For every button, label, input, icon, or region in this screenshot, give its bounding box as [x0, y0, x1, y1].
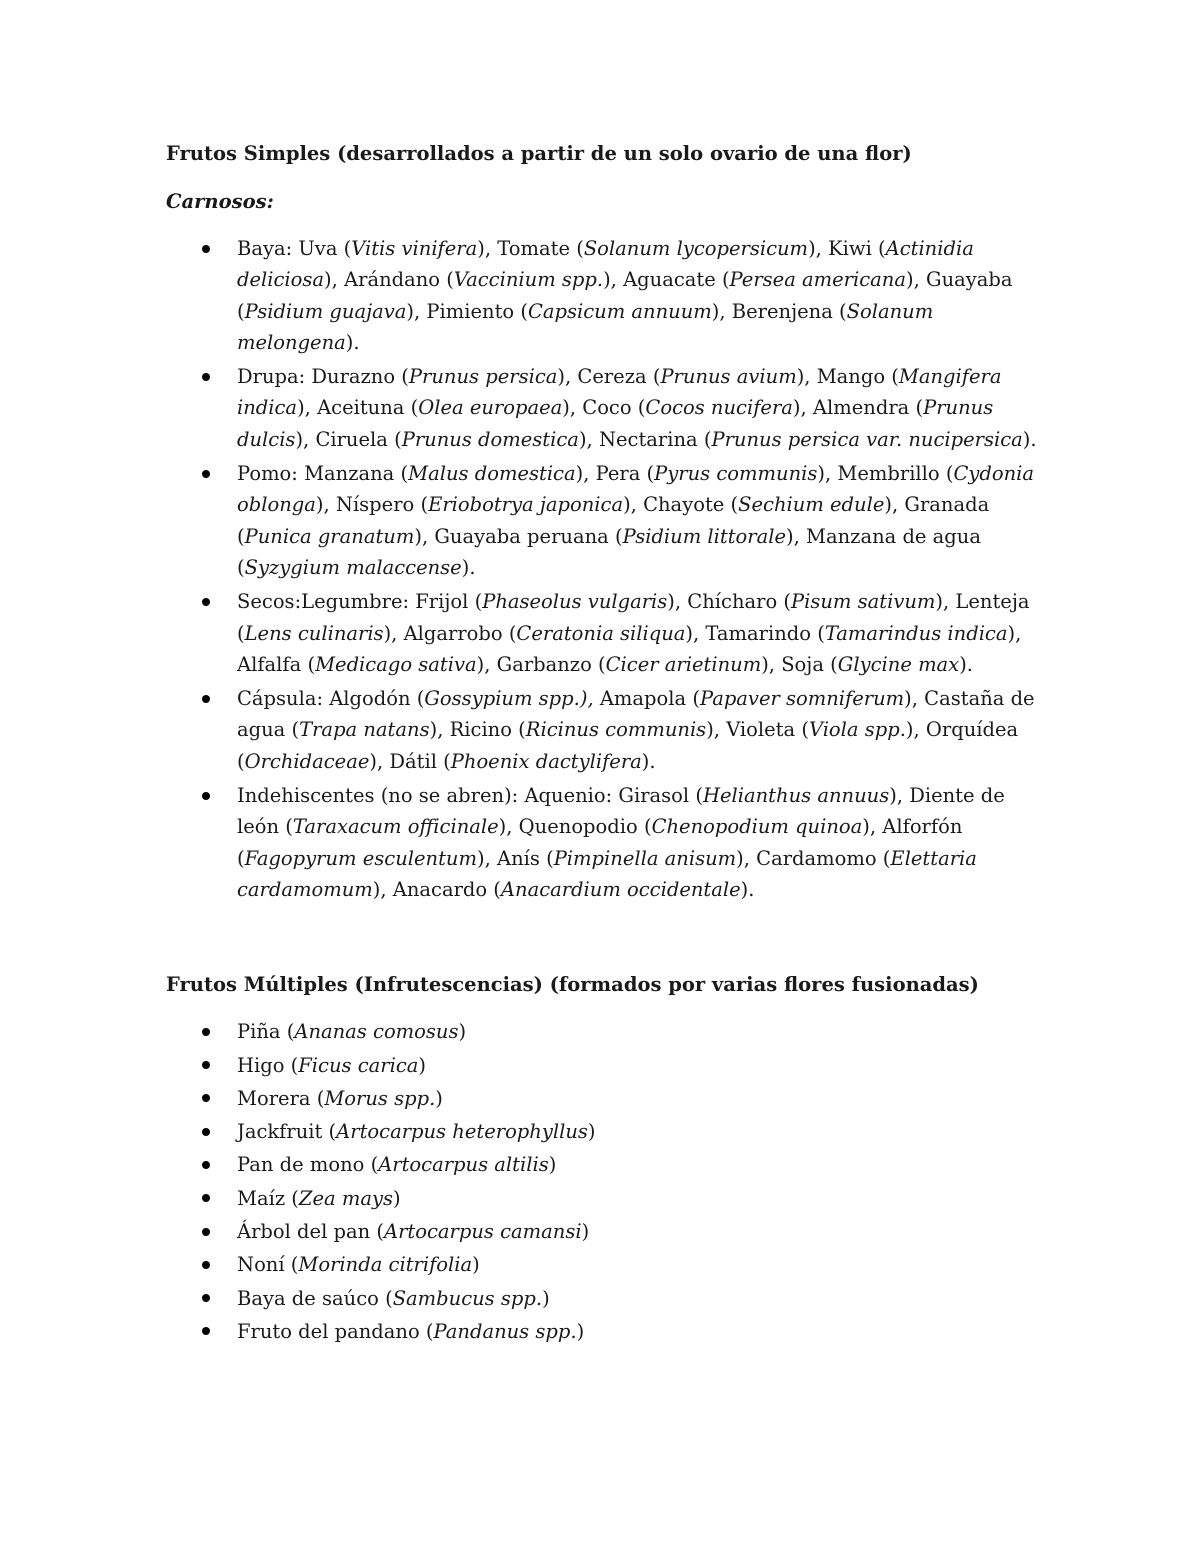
bullet-icon — [202, 598, 210, 606]
scientific-name: Prunus dulcis — [237, 396, 994, 451]
scientific-name: Syzygium malaccense — [244, 555, 462, 579]
item-text: ). — [461, 555, 476, 579]
item-text: ). — [959, 652, 973, 676]
item-text: ), Anacardo ( — [372, 877, 501, 901]
scientific-name: Ficus carica — [298, 1053, 419, 1077]
item-text: ) — [587, 1120, 596, 1144]
scientific-name: Fagopyrum esculentum — [244, 846, 477, 870]
scientific-name: Taraxacum officinale — [292, 815, 499, 839]
scientific-name: Cicer arietinum — [605, 652, 762, 676]
item-text: Baya: Uva ( — [237, 237, 352, 260]
bullet-icon — [202, 1028, 210, 1036]
item-text: Pomo: Manzana ( — [237, 462, 409, 486]
bullet-icon — [202, 695, 210, 703]
item-text: ), Mango ( — [796, 365, 899, 389]
item-text: ), Violeta ( — [706, 718, 809, 742]
item-text: ), Aceituna ( — [297, 396, 419, 420]
scientific-name: Zea mays — [298, 1186, 393, 1210]
section-frutos-multiples — [166, 969, 1046, 1347]
item-text: ), Chayote ( — [623, 493, 739, 517]
item-text: Maíz ( — [237, 1186, 299, 1210]
bullet-icon — [202, 1061, 210, 1069]
item-text: ). — [641, 749, 656, 773]
list-item — [166, 1316, 1046, 1347]
scientific-name: Ricinus communis — [525, 718, 707, 742]
list-item — [166, 1183, 1046, 1214]
item-text: ), Nectarina ( — [578, 427, 712, 451]
scientific-name: Morinda citrifolia — [298, 1253, 473, 1277]
scientific-name: Phaseolus vulgaris — [482, 590, 668, 614]
item-text: ), Berenjena ( — [711, 299, 847, 323]
scientific-name: Glycine max — [837, 652, 960, 676]
scientific-name: Elettaria cardamomum — [237, 846, 977, 901]
item-text: ) — [548, 1153, 557, 1177]
scientific-name: Punica granatum — [244, 524, 415, 548]
item-text: ), Manzana de agua ( — [237, 524, 981, 579]
item-text: ), Cereza ( — [557, 365, 661, 389]
scientific-name: Prunus persica — [408, 365, 558, 389]
list-item — [166, 1016, 1046, 1047]
scientific-name: Artocarpus heterophyllus — [336, 1120, 588, 1144]
item-text: ) — [472, 1253, 480, 1277]
bullet-icon — [202, 373, 210, 381]
bullet-icon — [202, 1094, 210, 1102]
item-text: Pan de mono ( — [237, 1153, 379, 1177]
item-text: ), Lenteja ( — [237, 590, 1030, 645]
item-text: ), Membrillo ( — [817, 462, 954, 486]
item-text: Jackfruit ( — [237, 1120, 337, 1144]
item-text: ), Orquídea ( — [237, 718, 1019, 773]
item-text: ), Pera ( — [575, 462, 655, 486]
item-text: ), Guayaba ( — [237, 268, 1013, 323]
scientific-name: Malus domestica — [408, 462, 576, 486]
item-text: ) — [581, 1220, 590, 1244]
list-frutos-simples — [166, 233, 1046, 905]
item-text: Fruto del pandano ( — [237, 1319, 434, 1343]
item-text: ), Kiwi ( — [808, 237, 886, 260]
list-item — [166, 1149, 1046, 1180]
scientific-name: Pyrus communis — [654, 462, 818, 486]
scientific-name: Orchidaceae — [244, 749, 370, 773]
scientific-name: Prunus avium — [660, 365, 797, 389]
scientific-name: Mangifera indica — [237, 365, 1002, 420]
scientific-name: Sechium edule — [738, 493, 885, 517]
item-text: Drupa: Durazno ( — [237, 365, 409, 389]
item-text: Cápsula: Algodón ( — [237, 687, 425, 711]
scientific-name: Vitis vinifera — [351, 237, 478, 260]
bullet-icon — [202, 470, 210, 478]
bullet-icon — [202, 1228, 210, 1236]
scientific-name: Solanum lycopersicum — [583, 237, 809, 260]
scientific-name: Actinidia deliciosa — [237, 237, 974, 292]
scientific-name: Eriobotrya japonica — [428, 493, 624, 517]
list-item — [166, 233, 1046, 358]
list-item — [166, 458, 1046, 583]
list-item — [166, 361, 1046, 455]
bullet-icon — [202, 1161, 210, 1169]
item-text: ), Coco ( — [562, 396, 646, 420]
scientific-name: Artocarpus altilis — [378, 1153, 549, 1177]
item-text: Indehiscentes (no se abren): Aquenio: Girasol ( — [237, 784, 703, 808]
item-text: ). — [1022, 427, 1037, 451]
item-text: ). — [740, 877, 755, 901]
section-heading-multiples: Frutos Múltiples (Infrutescencias) (formados por varias flores fusionadas) — [166, 973, 979, 997]
item-text: ), Cardamomo ( — [736, 846, 891, 870]
item-text: ), Níspero ( — [315, 493, 429, 517]
scientific-name: Prunus domestica — [401, 427, 579, 451]
item-text: ), Dátil ( — [369, 749, 451, 773]
item-text: ), Alfalfa ( — [237, 621, 1022, 676]
item-text: ), Almendra ( — [792, 396, 924, 420]
item-text: ), Garbanzo ( — [476, 652, 606, 676]
item-text: Piña ( — [237, 1020, 295, 1044]
scientific-name: Sambucus spp. — [392, 1286, 543, 1310]
scientific-name: Pimpinella anisum — [553, 846, 737, 870]
scientific-name: Phoenix dactylifera — [450, 749, 642, 773]
list-item — [166, 780, 1046, 905]
item-text: ), Tomate ( — [477, 237, 584, 260]
bullet-icon — [202, 1294, 210, 1302]
item-text: ), Anís ( — [476, 846, 554, 870]
section-frutos-simples — [166, 138, 1046, 905]
item-text: ), Pimiento ( — [406, 299, 528, 323]
item-text: ), Arándano ( — [324, 268, 454, 292]
scientific-name: Morus spp. — [324, 1086, 436, 1110]
list-item — [166, 1249, 1046, 1280]
item-text: ) — [418, 1053, 426, 1077]
item-text: ), Ricino ( — [429, 718, 526, 742]
item-text: Amapola ( — [593, 687, 700, 711]
list-item — [166, 1050, 1046, 1081]
item-text: ), Soja ( — [761, 652, 838, 676]
item-text: Higo ( — [237, 1053, 299, 1077]
item-text: Baya de saúco ( — [237, 1286, 393, 1310]
list-item — [166, 1116, 1046, 1147]
scientific-name: Lens culinaris — [244, 621, 384, 645]
item-text: ) — [435, 1086, 443, 1110]
item-text: ), Castaña de agua ( — [237, 687, 1035, 742]
document-body — [166, 138, 1046, 1349]
scientific-name: Cydonia oblonga — [237, 462, 1035, 517]
scientific-name: Medicago sativa — [315, 652, 477, 676]
scientific-name: Prunus persica var. nucipersica — [711, 427, 1023, 451]
item-text: ), Aguacate ( — [603, 268, 730, 292]
scientific-name: Tamarindus indica — [824, 621, 1008, 645]
bullet-icon — [202, 1194, 210, 1202]
scientific-name: Artocarpus camansi — [384, 1220, 582, 1244]
bullet-icon — [202, 1128, 210, 1136]
scientific-name: Ceratonia siliqua — [516, 621, 686, 645]
list-item — [166, 1083, 1046, 1114]
scientific-name: Persea americana — [729, 268, 906, 292]
scientific-name: Trapa natans — [299, 718, 430, 742]
scientific-name: Chenopodium quinoa — [651, 815, 863, 839]
list-item — [166, 586, 1046, 680]
scientific-name: Psidium littorale — [622, 524, 787, 548]
item-text: Noní ( — [237, 1253, 299, 1277]
bullet-icon — [202, 245, 210, 253]
item-text: Árbol del pan ( — [237, 1220, 384, 1244]
item-text: ), Diente de león ( — [237, 784, 1005, 839]
item-text: ), Alforfón ( — [237, 815, 963, 870]
scientific-name: Solanum melongena — [237, 299, 934, 354]
item-text: ), Ciruela ( — [295, 427, 402, 451]
item-text: Secos:Legumbre: Frijol ( — [237, 590, 483, 614]
list-item — [166, 1216, 1046, 1247]
scientific-name: Olea europaea — [418, 396, 563, 420]
scientific-name: Papaver somniferum — [699, 687, 905, 711]
subheading-carnosos: Carnosos: — [166, 190, 274, 213]
bullet-icon — [202, 792, 210, 800]
list-frutos-multiples — [166, 1016, 1046, 1347]
section-heading-simples: Frutos Simples (desarrollados a partir de un solo ovario de una flor) — [166, 142, 912, 165]
scientific-name: Pandanus spp. — [433, 1319, 577, 1343]
item-text: ) — [542, 1286, 550, 1310]
item-text: ) — [392, 1186, 401, 1210]
scientific-name: Vaccinium spp. — [453, 268, 604, 292]
item-text: ), Quenopodio ( — [498, 815, 652, 839]
scientific-name: Anacardium occidentale — [500, 877, 741, 901]
scientific-name: Capsicum annuum — [527, 299, 712, 323]
scientific-name: Psidium guajava — [244, 299, 407, 323]
scientific-name: Pisum sativum — [791, 590, 936, 614]
bullet-icon — [202, 1327, 210, 1335]
item-text: Morera ( — [237, 1086, 325, 1110]
scientific-name: Gossypium spp.), — [424, 687, 594, 711]
item-text: ), Guayaba peruana ( — [414, 524, 623, 548]
item-text: ), Granada ( — [237, 493, 990, 548]
item-text: ) — [576, 1319, 585, 1343]
list-item — [166, 1283, 1046, 1314]
item-text: ) — [458, 1020, 467, 1044]
item-text: ), Chícharo ( — [667, 590, 791, 614]
item-text: ), Tamarindo ( — [685, 621, 825, 645]
scientific-name: Viola spp. — [808, 718, 906, 742]
scientific-name: Ananas comosus — [294, 1020, 459, 1044]
list-item — [166, 683, 1046, 777]
bullet-icon — [202, 1261, 210, 1269]
scientific-name: Helianthus annuus — [702, 784, 890, 808]
item-text: ). — [345, 330, 360, 354]
scientific-name: Cocos nucifera — [645, 396, 793, 420]
item-text: ), Algarrobo ( — [383, 621, 517, 645]
